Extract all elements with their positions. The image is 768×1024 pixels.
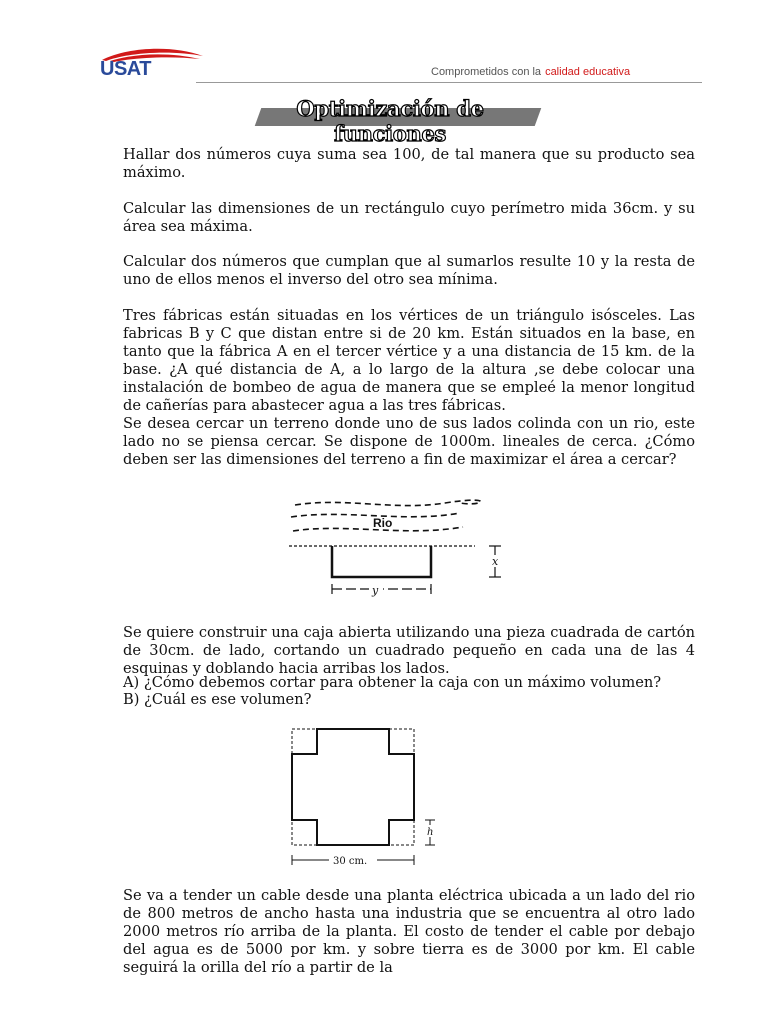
river-wave-1 bbox=[295, 500, 481, 505]
river-label: Rio bbox=[373, 516, 393, 530]
corner-cut-top-right bbox=[389, 729, 414, 754]
page-header bbox=[0, 0, 768, 90]
fenced-terrain bbox=[332, 546, 431, 577]
title-banner bbox=[250, 96, 528, 146]
header-divider bbox=[196, 82, 702, 83]
problem-4: Tres fábricas están situadas en los vértices de un triángulo isósceles. Las fabricas B y C que distan entre si de 20 km. Están situados en la base, en tanto que la fábrica A en el tercer vértice y a una distancia de 15 km. de la base. ¿A qué distancia de A, a lo largo de la altura ,se debe colocar una instalación de bombeo de agua de manera que se empleé la menor longitud de cañerías para abastecer agua a las tres fábricas. bbox=[123, 307, 695, 414]
tagline-prefix: Comprometidos con la bbox=[431, 66, 542, 78]
page-title: Optimización de funciones bbox=[296, 96, 484, 146]
box-fold-outline bbox=[292, 729, 414, 845]
problem-2: Calcular las dimensiones de un rectángulo cuyo perímetro mida 36cm. y su área sea máxima. bbox=[123, 200, 695, 235]
question-a: A) ¿Cómo debemos cortar para obtener la caja con un máximo volumen? bbox=[123, 674, 662, 691]
problem-7: Se va a tender un cable desde una planta eléctrica ubicada a un lado del rio de 800 metros de ancho hasta una industria que se encuentra al otro lado 2000 metros río arriba de la planta. El costo de tender el cable por debajo del agua es de 5000 por km. y sobre tierra es de 3000 por km. El cable seguirá la orilla del río a partir de la bbox=[123, 887, 695, 976]
problem-1: Hallar dos números cuya suma sea 100, de tal manera que su producto sea máximo. bbox=[123, 146, 695, 181]
question-b: B) ¿Cuál es ese volumen? bbox=[123, 691, 312, 708]
h-label: h bbox=[427, 827, 434, 838]
box-cutting-figure bbox=[285, 722, 450, 867]
river-fence-figure bbox=[285, 495, 505, 600]
tagline-highlight: calidad educativa bbox=[545, 66, 631, 78]
problem-3: Calcular dos números que cumplan que al sumarlos resulte 10 y la resta de uno de ellos menos el inverso del otro sea mínima. bbox=[123, 253, 695, 288]
header-tagline bbox=[431, 66, 630, 78]
corner-cut-bottom-right bbox=[389, 820, 414, 845]
y-label: y bbox=[372, 584, 379, 597]
corner-cut-top-left bbox=[292, 729, 317, 754]
usat-logo-text: USAT bbox=[100, 58, 151, 80]
x-label: x bbox=[492, 555, 499, 568]
problem-6: Se quiere construir una caja abierta utilizando una pieza cuadrada de cartón de 30cm. de lado, cortando un cuadrado pequeño en cada una de las 4 esquinas y doblando hacia arribas los lados. bbox=[123, 624, 695, 677]
corner-cut-bottom-left bbox=[292, 820, 317, 845]
side-label: 30 cm. bbox=[333, 856, 368, 867]
problem-5: Se desea cercar un terreno donde uno de sus lados colinda con un rio, este lado no se piensa cercar. Se dispone de 1000m. lineales de cerca. ¿Cómo deben ser las dimensiones del terreno a fin de maximizar el área a cercar? bbox=[123, 415, 695, 468]
